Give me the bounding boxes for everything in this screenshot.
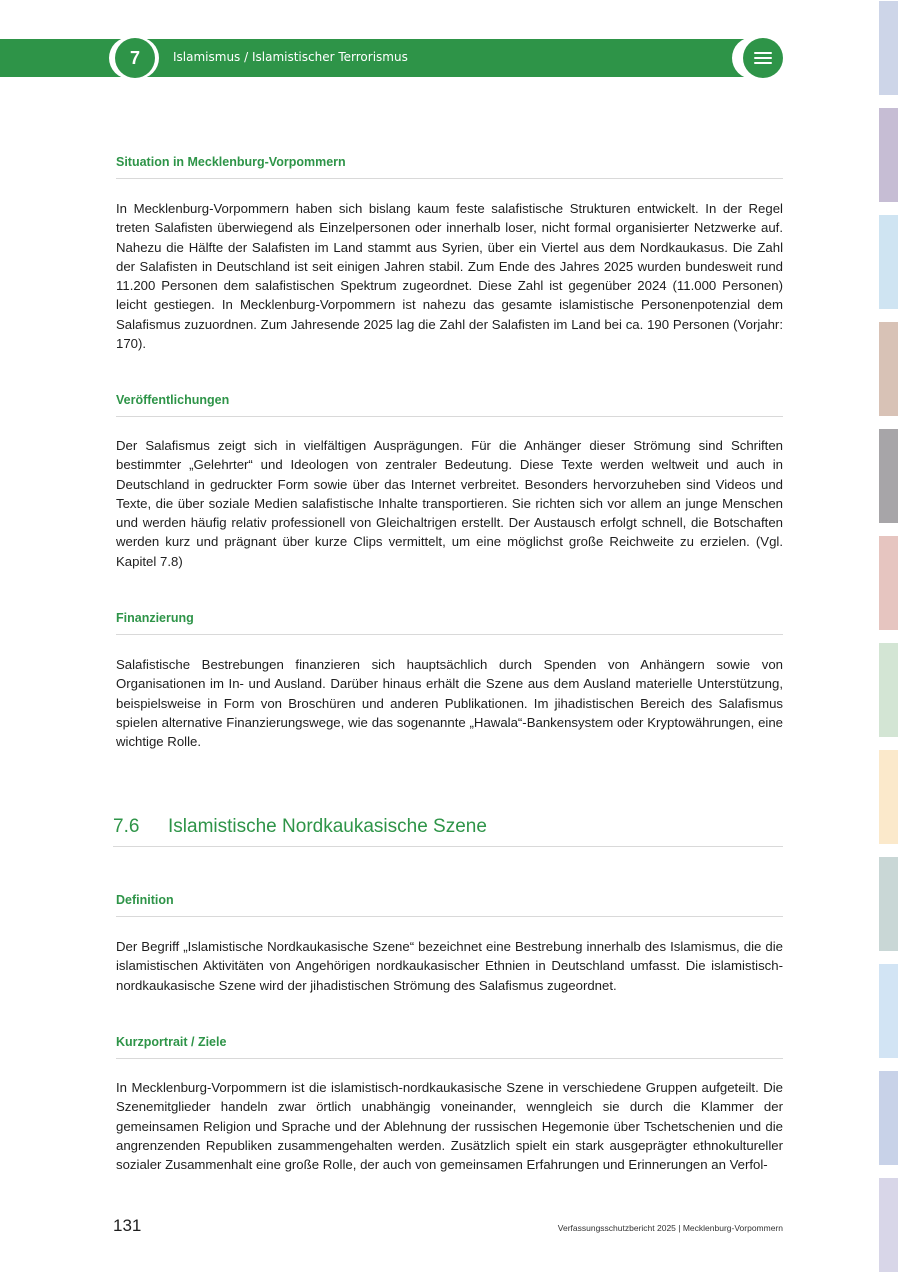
subheading-publications: Veröffentlichungen (116, 393, 783, 417)
paragraph-publications: Der Salafismus zeigt sich in vielfältigen Ausprägungen. Für die Anhänger dieser Strömung sind Schriften bestimmter „Gelehrter“ und Ideologen von zentraler Bedeutung. Diese Texte werden weltweit und auch in Deutschland in gedruckter Form sowie über das Internet verbreitet. Besonders hervorzuheben sind Videos und Texte, die über soziale Medien salafistische Inhalte transportieren. Sie richten sich vor allem an junge Menschen und werden häufig relativ professionell von Gleichaltrigen erstellt. Der Austausch erfolgt schnell, die Botschaften werden kurz und prägnant über kurze Clips vermittelt, um eine möglichst große Reichweite zu erzielen. (Vgl. Kapitel 7.8) (116, 438, 783, 569)
chapter-title: Islamismus / Islamistischer Terrorismus (173, 50, 408, 64)
section-title: Islamistische Nordkaukasische Szene (168, 816, 487, 837)
paragraph-definition: Der Begriff „Islamistische Nordkaukasische Szene“ bezeichnet eine Bestrebung innerhalb des Islamismus, die die islamistischen Aktivitäten von Angehörigen nordkaukasischer Ethnien in Deutschland umfasst. Die islamistisch-nordkaukasische Szene wird der jihadistischen Strömung des Salafismus zugeordnet. (116, 939, 783, 993)
menu-button[interactable] (743, 38, 783, 78)
sidebar-tab-1[interactable] (879, 1, 898, 95)
sidebar-tab-12[interactable] (879, 1178, 898, 1272)
paragraph-financing: Salafistische Bestrebungen finanzieren sich hauptsächlich durch Spenden von Anhängern sowie von Organisationen im In- und Ausland. Darüber hinaus erhält die Szene aus dem Ausland materielle Unterstützung, beispielsweise in Form von Broschüren und anderen Publikationen. Im jihadistischen Bereich des Salafismus spielen alternative Finanzierungswege, wie das sogenannte „Hawala“-Bankensystem oder Kryptowährungen, eine wichtige Rolle. (116, 657, 783, 750)
paragraph-situation: In Mecklenburg-Vorpommern haben sich bislang kaum feste salafistische Strukturen entwickelt. In der Regel treten Salafisten überwiegend als Einzelpersonen oder innerhalb loser, nicht formal organisierter Netzwerke auf. Nahezu die Hälfte der Salafisten im Land stammt aus Syrien, über ein Viertel aus dem Nordkaukasus. Die Zahl der Salafisten in Deutschland ist seit einigen Jahren stabil. Zum Ende des Jahres 2025 wurden bundesweit rund 11.200 Personen dem salafistischen Spektrum zugeordnet. Diese Zahl ist gegenüber 2024 (11.000 Personen) leicht gestiegen. In Mecklenburg-Vorpommern ist nahezu das gesamte islamistische Personenpotenzial dem Salafismus zuzuordnen. Zum Jahresende 2025 lag die Zahl der Salafisten im Land bei ca. 190 Personen (Vorjahr: 170). (116, 201, 783, 352)
sidebar-tab-7[interactable] (879, 643, 898, 737)
sidebar-tab-5[interactable] (879, 429, 898, 523)
hamburger-icon-line (754, 52, 772, 54)
sidebar-tab-9[interactable] (879, 857, 898, 951)
section-number: 7.6 (113, 816, 140, 837)
subheading-definition: Definition (116, 893, 783, 917)
sidebar-tab-10[interactable] (879, 964, 898, 1058)
section-heading (113, 816, 783, 847)
sidebar-tab-2[interactable] (879, 108, 898, 202)
footer-text: Verfassungsschutzbericht 2025 | Mecklenburg-Vorpommern (557, 1223, 783, 1233)
sidebar-tab-11[interactable] (879, 1071, 898, 1165)
sidebar-tab-4[interactable] (879, 322, 898, 416)
subheading-situation: Situation in Mecklenburg-Vorpommern (116, 155, 783, 179)
sidebar-tab-6[interactable] (879, 536, 898, 630)
hamburger-icon-line (754, 62, 772, 64)
paragraph-portrait: In Mecklenburg-Vorpommern ist die islamistisch-nordkaukasische Szene in verschiedene Gruppen aufgeteilt. Die Szenemitglieder handeln zwar örtlich unabhängig voneinander, wenngleich sie durch die Klammer der gemeinsamen Religion und Sprache und der Ablehnung der russischen Hegemonie über Tschetschenien und die angrenzenden Republiken zusammengehalten werden. Zusätzlich spielt ein stark ausgeprägter ethnokultureller sozialer Zusammenhalt eine große Rolle, der auch von gemeinsamen Erfahrungen und Erinnerungen an Verfol- (116, 1080, 783, 1173)
subheading-portrait: Kurzportrait / Ziele (116, 1035, 783, 1059)
sidebar-tab-3[interactable] (879, 215, 898, 309)
sidebar-tab-8[interactable] (879, 750, 898, 844)
subheading-financing: Finanzierung (116, 611, 783, 635)
hamburger-icon-line (754, 57, 772, 59)
page-number: 131 (113, 1216, 142, 1235)
chapter-number[interactable]: 7 (115, 38, 155, 78)
